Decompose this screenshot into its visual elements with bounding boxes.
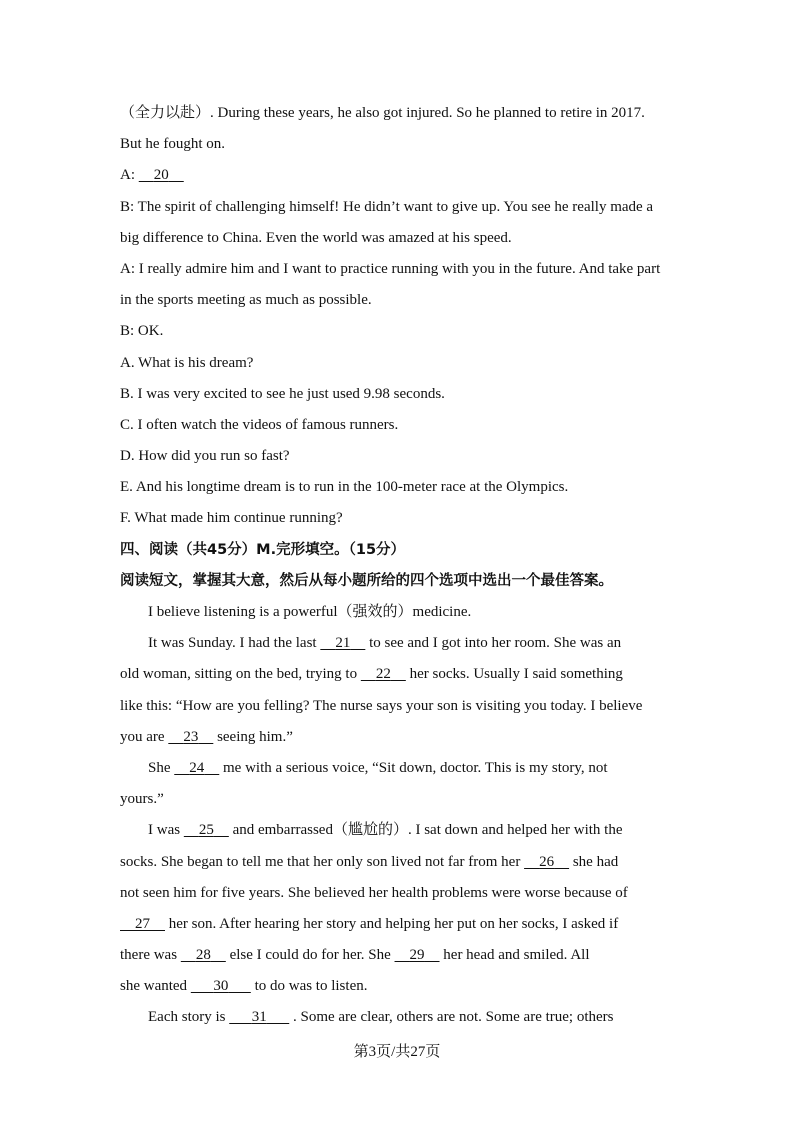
answer-blank: 25 bbox=[198, 822, 214, 839]
text-line bbox=[120, 98, 676, 129]
option-e bbox=[120, 472, 676, 503]
answer-blank: 30 bbox=[213, 978, 229, 995]
passage-line: there was 28 else I could do for her. She 29 her head and smiled. All bbox=[120, 940, 676, 971]
answer-blank: 31 bbox=[251, 1009, 267, 1026]
answer-blank: 20 bbox=[153, 167, 169, 184]
text-line bbox=[120, 160, 676, 191]
answer-blank: 27 bbox=[135, 915, 150, 932]
section-instruction: 阅读短文，掌握其大意，然后从每小题所给的四个选项中选出一个最佳答案。 bbox=[120, 572, 613, 589]
passage-line: yours.” bbox=[120, 791, 164, 808]
answer-blank: 26 bbox=[539, 853, 555, 870]
option-d bbox=[120, 441, 676, 472]
line-text: big difference to China. Even the world was amazed at his speed. bbox=[120, 229, 512, 246]
answer-blank: 24 bbox=[189, 759, 205, 776]
page-content bbox=[120, 98, 676, 1034]
line-text: A: bbox=[120, 167, 139, 184]
passage-line: socks. She began to tell me that her only son lived not far from her 26 she had bbox=[120, 847, 676, 878]
passage-line: Each story is 31 . Some are clear, others are not. Some are true; others bbox=[120, 1002, 676, 1033]
answer-blank: 28 bbox=[195, 947, 211, 964]
line-text: D. How did you run so fast? bbox=[120, 448, 290, 465]
passage-line: old woman, sitting on the bed, trying to 22 her socks. Usually I said something bbox=[120, 659, 676, 690]
line-text: A. What is his dream? bbox=[120, 354, 254, 371]
line-text: B: The spirit of challenging himself! He didn’t want to give up. You see he really made a bbox=[120, 198, 654, 215]
passage-line: like this: “How are you felling? The nurse says your son is visiting you today. I believe bbox=[120, 697, 643, 714]
text-line bbox=[120, 129, 676, 160]
line-text: E. And his longtime dream is to run in the 100-meter race at the Olympics. bbox=[120, 479, 569, 496]
passage-line: she wanted 30 to do was to listen. bbox=[120, 971, 676, 1002]
option-f bbox=[120, 503, 676, 534]
line-text: B. I was very excited to see he just used 9.98 seconds. bbox=[120, 385, 445, 402]
option-a bbox=[120, 348, 676, 379]
answer-blank: 23 bbox=[183, 728, 199, 745]
line-text: C. I often watch the videos of famous runners. bbox=[120, 416, 399, 433]
line-text: But he fought on. bbox=[120, 136, 225, 153]
section-heading: 四、阅读（共45分）M.完形填空。（15分） bbox=[120, 541, 406, 558]
answer-blank: 21 bbox=[335, 635, 351, 652]
page-number: 第3页/共27页 bbox=[353, 1044, 441, 1060]
text-line bbox=[120, 316, 676, 347]
passage-line: 27 her son. After hearing her story and helping her put on her socks, I asked if bbox=[120, 909, 676, 940]
answer-blank: 29 bbox=[409, 947, 425, 964]
text-line bbox=[120, 192, 676, 223]
option-b bbox=[120, 379, 676, 410]
line-text: B: OK. bbox=[120, 323, 164, 340]
text-line bbox=[120, 285, 676, 316]
text-line bbox=[120, 223, 676, 254]
passage-line: I was 25 and embarrassed（尴尬的）. I sat down and helped her with the bbox=[120, 815, 676, 846]
line-text: in the sports meeting as much as possible. bbox=[120, 292, 372, 309]
passage-line: you are 23 seeing him.” bbox=[120, 722, 676, 753]
passage-line: She 24 me with a serious voice, “Sit down, doctor. This is my story, not bbox=[120, 753, 676, 784]
passage-line: I believe listening is a powerful（强效的）medicine. bbox=[148, 604, 472, 620]
passage-line: It was Sunday. I had the last 21 to see and I got into her room. She was an bbox=[120, 628, 676, 659]
passage-line: not seen him for five years. She believed her health problems were worse because of bbox=[120, 884, 628, 901]
answer-blank: 22 bbox=[375, 666, 391, 683]
line-text: （全力以赴）. During these years, he also got injured. So he planned to retire in 2017. bbox=[120, 105, 645, 121]
line-text: A: I really admire him and I want to practice running with you in the future. And take part bbox=[120, 260, 661, 277]
text-line bbox=[120, 254, 676, 285]
line-text: F. What made him continue running? bbox=[120, 510, 343, 527]
option-c bbox=[120, 410, 676, 441]
